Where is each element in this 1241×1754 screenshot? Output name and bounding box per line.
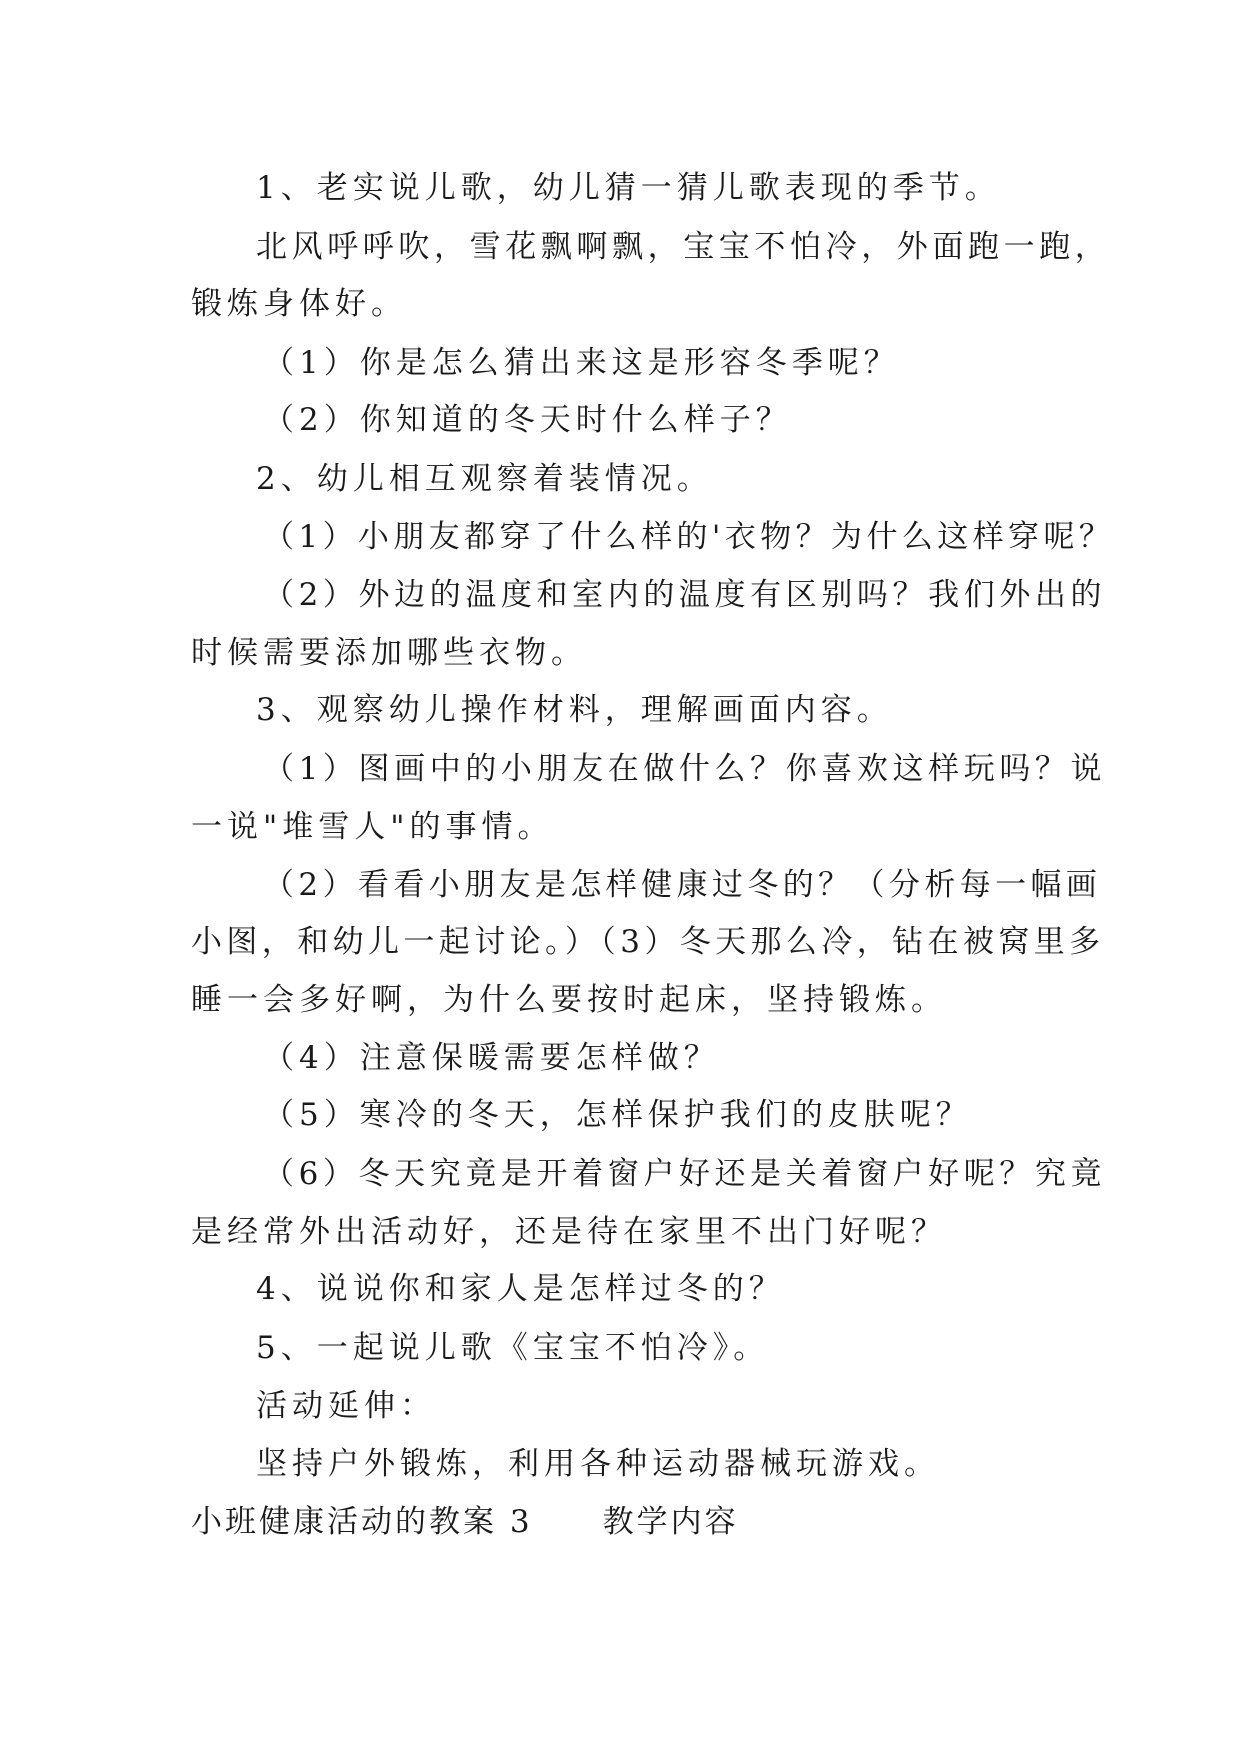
paragraph-line: （5）寒冷的冬天，怎样保护我们的皮肤呢？: [263, 1097, 972, 1133]
paragraph-line: （2）你知道的冬天时什么样子？: [263, 402, 792, 438]
paragraph-line: 4、说说你和家人是怎样过冬的？: [256, 1271, 785, 1307]
paragraph-line: 活动延伸：: [256, 1388, 436, 1424]
paragraph-line: 睡一会多好啊，为什么要按时起床，坚持锻炼。: [191, 982, 947, 1018]
paragraph-line: 1、老实说儿歌，幼儿猜一猜儿歌表现的季节。: [256, 170, 1001, 206]
section-heading: [191, 1502, 739, 1542]
section-title: 小班健康活动的教案 3: [191, 1504, 533, 1540]
paragraph-line: （6）冬天究竟是开着窗户好还是关着窗户好呢？究竟: [263, 1156, 1107, 1192]
paragraph-line: （2）看看小朋友是怎样健康过冬的？（分析每一幅画: [263, 867, 1102, 903]
paragraph-line: （1）小朋友都穿了什么样的'衣物？为什么这样穿呢？: [263, 519, 1115, 555]
section-subtitle: 教学内容: [602, 1504, 739, 1540]
paragraph-line: 一说"堆雪人"的事情。: [191, 809, 554, 845]
paragraph-line: （1）图画中的小朋友在做什么？你喜欢这样玩吗？说: [263, 751, 1107, 787]
paragraph-line: 是经常外出活动好，还是待在家里不出门好呢？: [191, 1214, 947, 1250]
paragraph-line: 2、幼儿相互观察着装情况。: [256, 461, 713, 497]
paragraph-line: （1）你是怎么猜出来这是形容冬季呢？: [263, 345, 900, 381]
paragraph-line: 3、观察幼儿操作材料，理解画面内容。: [256, 692, 893, 728]
paragraph-line: 5、一起说儿歌《宝宝不怕冷》。: [256, 1330, 770, 1366]
paragraph-line: 北风呼呼吹，雪花飘啊飘，宝宝不怕冷，外面跑一跑，: [256, 229, 1111, 265]
paragraph-line: 锻炼身体好。: [191, 286, 407, 322]
paragraph-line: 坚持户外锻炼，利用各种运动器械玩游戏。: [256, 1446, 940, 1482]
paragraph-line: 小图，和幼儿一起讨论。）（3）冬天那么冷，钻在被窝里多: [191, 924, 1105, 960]
paragraph-line: （2）外边的温度和室内的温度有区别吗？我们外出的: [263, 577, 1107, 613]
paragraph-line: （4）注意保暖需要怎样做？: [263, 1040, 720, 1076]
paragraph-line: 时候需要添加哪些衣物。: [191, 635, 587, 671]
